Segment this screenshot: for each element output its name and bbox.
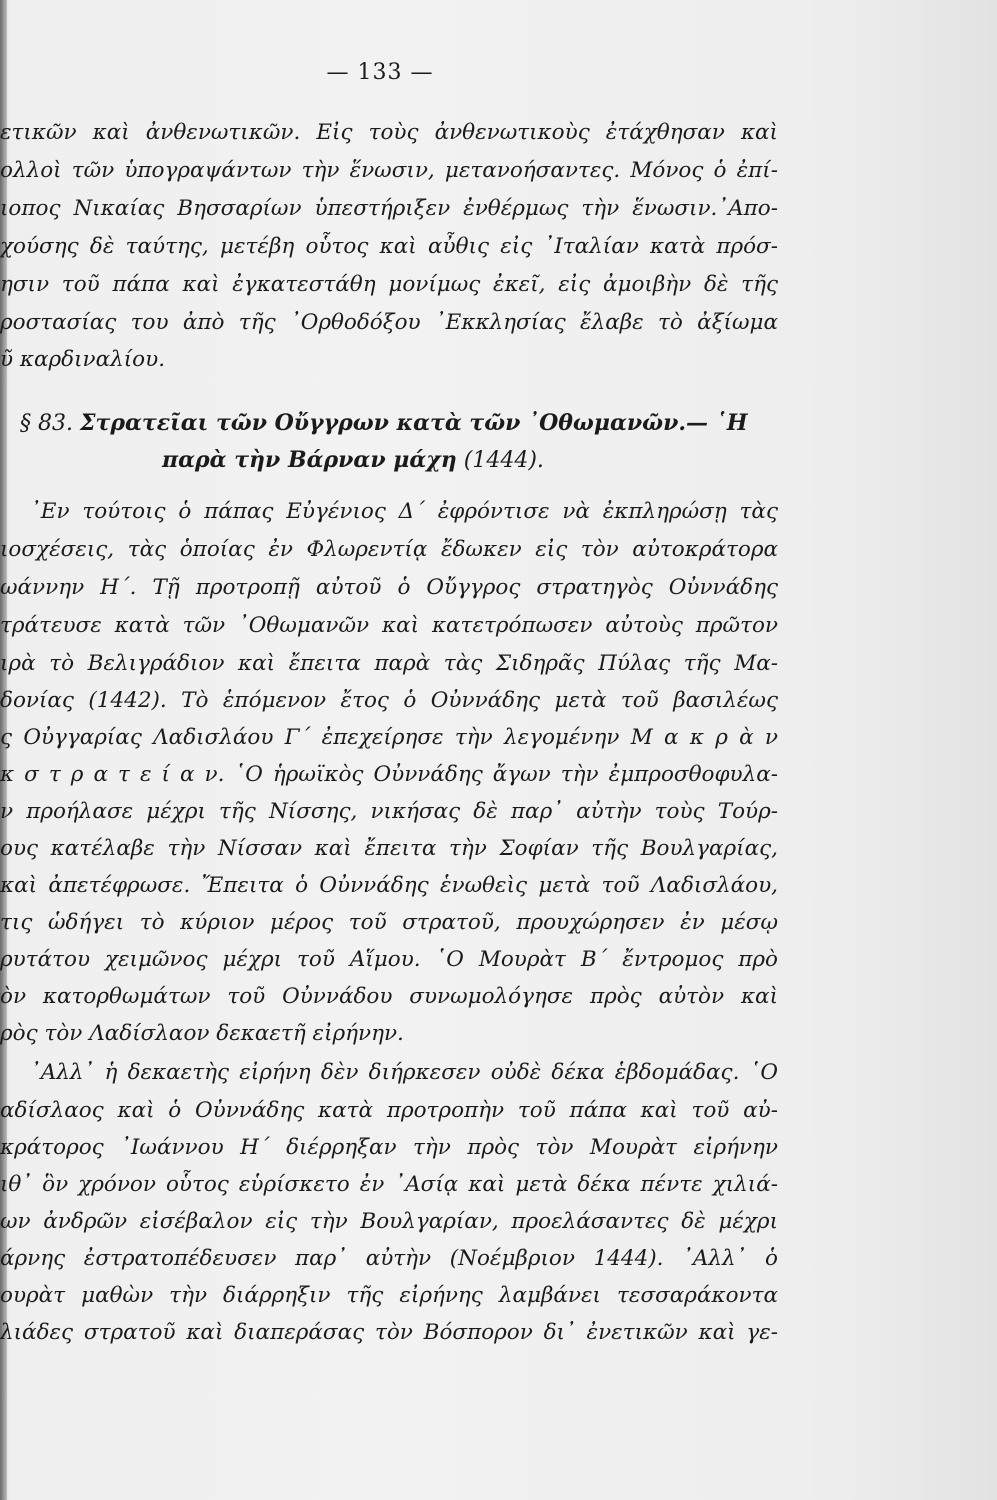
text-line: ροστασίας του ἀπὸ τῆς ᾿Ορθοδόξου ᾿Εκκλησίας ἔλαβε τὸ ἀξίωμα (0, 310, 778, 335)
section-title-line-2: παρὰ τὴν Βάρναν μάχη (162, 447, 457, 473)
text-line: κράτορος ᾿Ιωάννου Η΄ διέρρηξαν τὴν πρὸς τὸν Μουρὰτ εἰρήνην (0, 1135, 778, 1160)
text-line: ους κατέλαβε τὴν Νίσσαν καὶ ἔπειτα τὴν Σοφίαν τῆς Βουλγαρίας, (0, 836, 778, 861)
text-line: τράτευσε κατὰ τῶν ᾿Οθωμανῶν καὶ κατετρόπωσεν αὐτοὺς πρῶτον (0, 613, 778, 638)
text-line: ὸν κατορθωμάτων τοῦ Οὐννάδου συνωμολόγησε πρὸς αὐτὸν καὶ (0, 984, 778, 1009)
text-line: ιοσχέσεις, τὰς ὁποίας ἐν Φλωρεντίᾳ ἔδωκεν εἰς τὸν αὐτοκράτορα (0, 537, 778, 562)
text-line: ς Οὐγγαρίας Λαδισλάου Γ΄ ἐπεχείρησε τὴν λεγομένην Μ α κ ρ ὰ ν (0, 725, 778, 750)
text-line: δονίας (1442). Τὸ ἑπόμενον ἔτος ὁ Οὐννάδης μετὰ τοῦ βασιλέως (0, 688, 778, 713)
section-heading (20, 408, 800, 439)
page-number: — 133 — (326, 60, 434, 85)
text-line: ησιν τοῦ πάπα καὶ ἐγκατεστάθη μονίμως ἐκεῖ, εἰς ἀμοιβὴν δὲ τῆς (0, 272, 778, 297)
section-symbol: § 83. (20, 411, 73, 436)
text-line: ν προήλασε μέχρι τῆς Νίσσης, νικήσας δὲ παρ᾿ αὐτὴν τοὺς Τούρ- (0, 799, 778, 824)
text-line: ᾿Εν τούτοις ὁ πάπας Εὐγένιος Δ΄ ἐφρόντισε νὰ ἐκπληρώσῃ τὰς (30, 499, 778, 524)
text-line: άρνης ἐστρατοπέδευσεν παρ᾿ αὐτὴν (Νοέμβριον 1444). ᾿Αλλ᾿ ὁ (0, 1246, 778, 1271)
text-line: καὶ ἀπετέφρωσε. Ἔπειτα ὁ Οὐννάδης ἑνωθεὶς μετὰ τοῦ Λαδισλάου, (0, 873, 778, 898)
section-year: (1444). (463, 448, 544, 473)
text-line: ρὸς τὸν Λαδίσλαον δεκαετῆ εἰρήνην. (0, 1021, 404, 1046)
section-heading-cont (162, 445, 942, 476)
text-line: ιρὰ τὸ Βελιγράδιον καὶ ἔπειτα παρὰ τὰς Σιδηρᾶς Πύλας τῆς Μα- (0, 651, 778, 676)
text-line: ωάννην Η΄. Τῇ προτροπῇ αὐτοῦ ὁ Οὔγγρος στρατηγὸς Οὐννάδης (0, 575, 778, 600)
text-line: ῦ καρδιναλίου. (0, 347, 166, 372)
text-line: ιθ᾿ ὃν χρόνον οὗτος εὑρίσκετο ἐν ᾿Ασίᾳ καὶ μετὰ δέκα πέντε χιλιά- (0, 1172, 778, 1197)
text-line: αδίσλαος καὶ ὁ Οὐννάδης κατὰ προτροπὴν τοῦ πάπα καὶ τοῦ αὐ- (0, 1098, 778, 1123)
text-line: ιοπος Νικαίας Βησσαρίων ὑπεστήριξεν ἐνθέρμως τὴν ἕνωσιν.᾿Απο- (0, 196, 778, 221)
text-line: ρυτάτου χειμῶνος μέχρι τοῦ Αἵμου. ῾Ο Μουρὰτ Β΄ ἔντρομος πρὸ (0, 947, 778, 972)
section-title-line-1: Στρατεῖαι τῶν Οὔγγρων κατὰ τῶν ᾿Οθωμανῶν.— ῾Η (79, 410, 748, 436)
text-line: κ σ τ ρ α τ ε ί α ν. ῾Ο ἡρωϊκὸς Οὐννάδης ἄγων τὴν ἐμπροσθοφυλα- (0, 762, 778, 787)
text-line: ολλοὶ τῶν ὑπογραψάντων τὴν ἕνωσιν, μετανοήσαντες. Μόνος ὁ ἐπί- (0, 158, 778, 183)
text-line: ετικῶν καὶ ἀνθενωτικῶν. Εἰς τοὺς ἀνθενωτικοὺς ἐτάχθησαν καὶ (0, 120, 778, 145)
text-line: ᾿Αλλ᾿ ἡ δεκαετὴς εἰρήνη δὲν διήρκεσεν οὐδὲ δέκα ἑβδομάδας. ῾Ο (30, 1060, 778, 1085)
text-line: τις ὡδήγει τὸ κύριον μέρος τοῦ στρατοῦ, προυχώρησεν ἐν μέσῳ (0, 910, 778, 935)
text-line: λιάδες στρατοῦ καὶ διαπεράσας τὸν Βόσπορον δι᾿ ἐνετικῶν καὶ γε- (0, 1320, 778, 1345)
text-line: ουρὰτ μαθὼν τὴν διάρρηξιν τῆς εἰρήνης λαμβάνει τεσσαράκοντα (0, 1283, 778, 1308)
text-line: ων ἀνδρῶν εἰσέβαλον εἰς τὴν Βουλγαρίαν, προελάσαντες δὲ μέχρι (0, 1209, 778, 1234)
text-line: χούσης δὲ ταύτης, μετέβη οὗτος καὶ αὖθις εἰς ᾿Ιταλίαν κατὰ πρόσ- (0, 234, 778, 259)
